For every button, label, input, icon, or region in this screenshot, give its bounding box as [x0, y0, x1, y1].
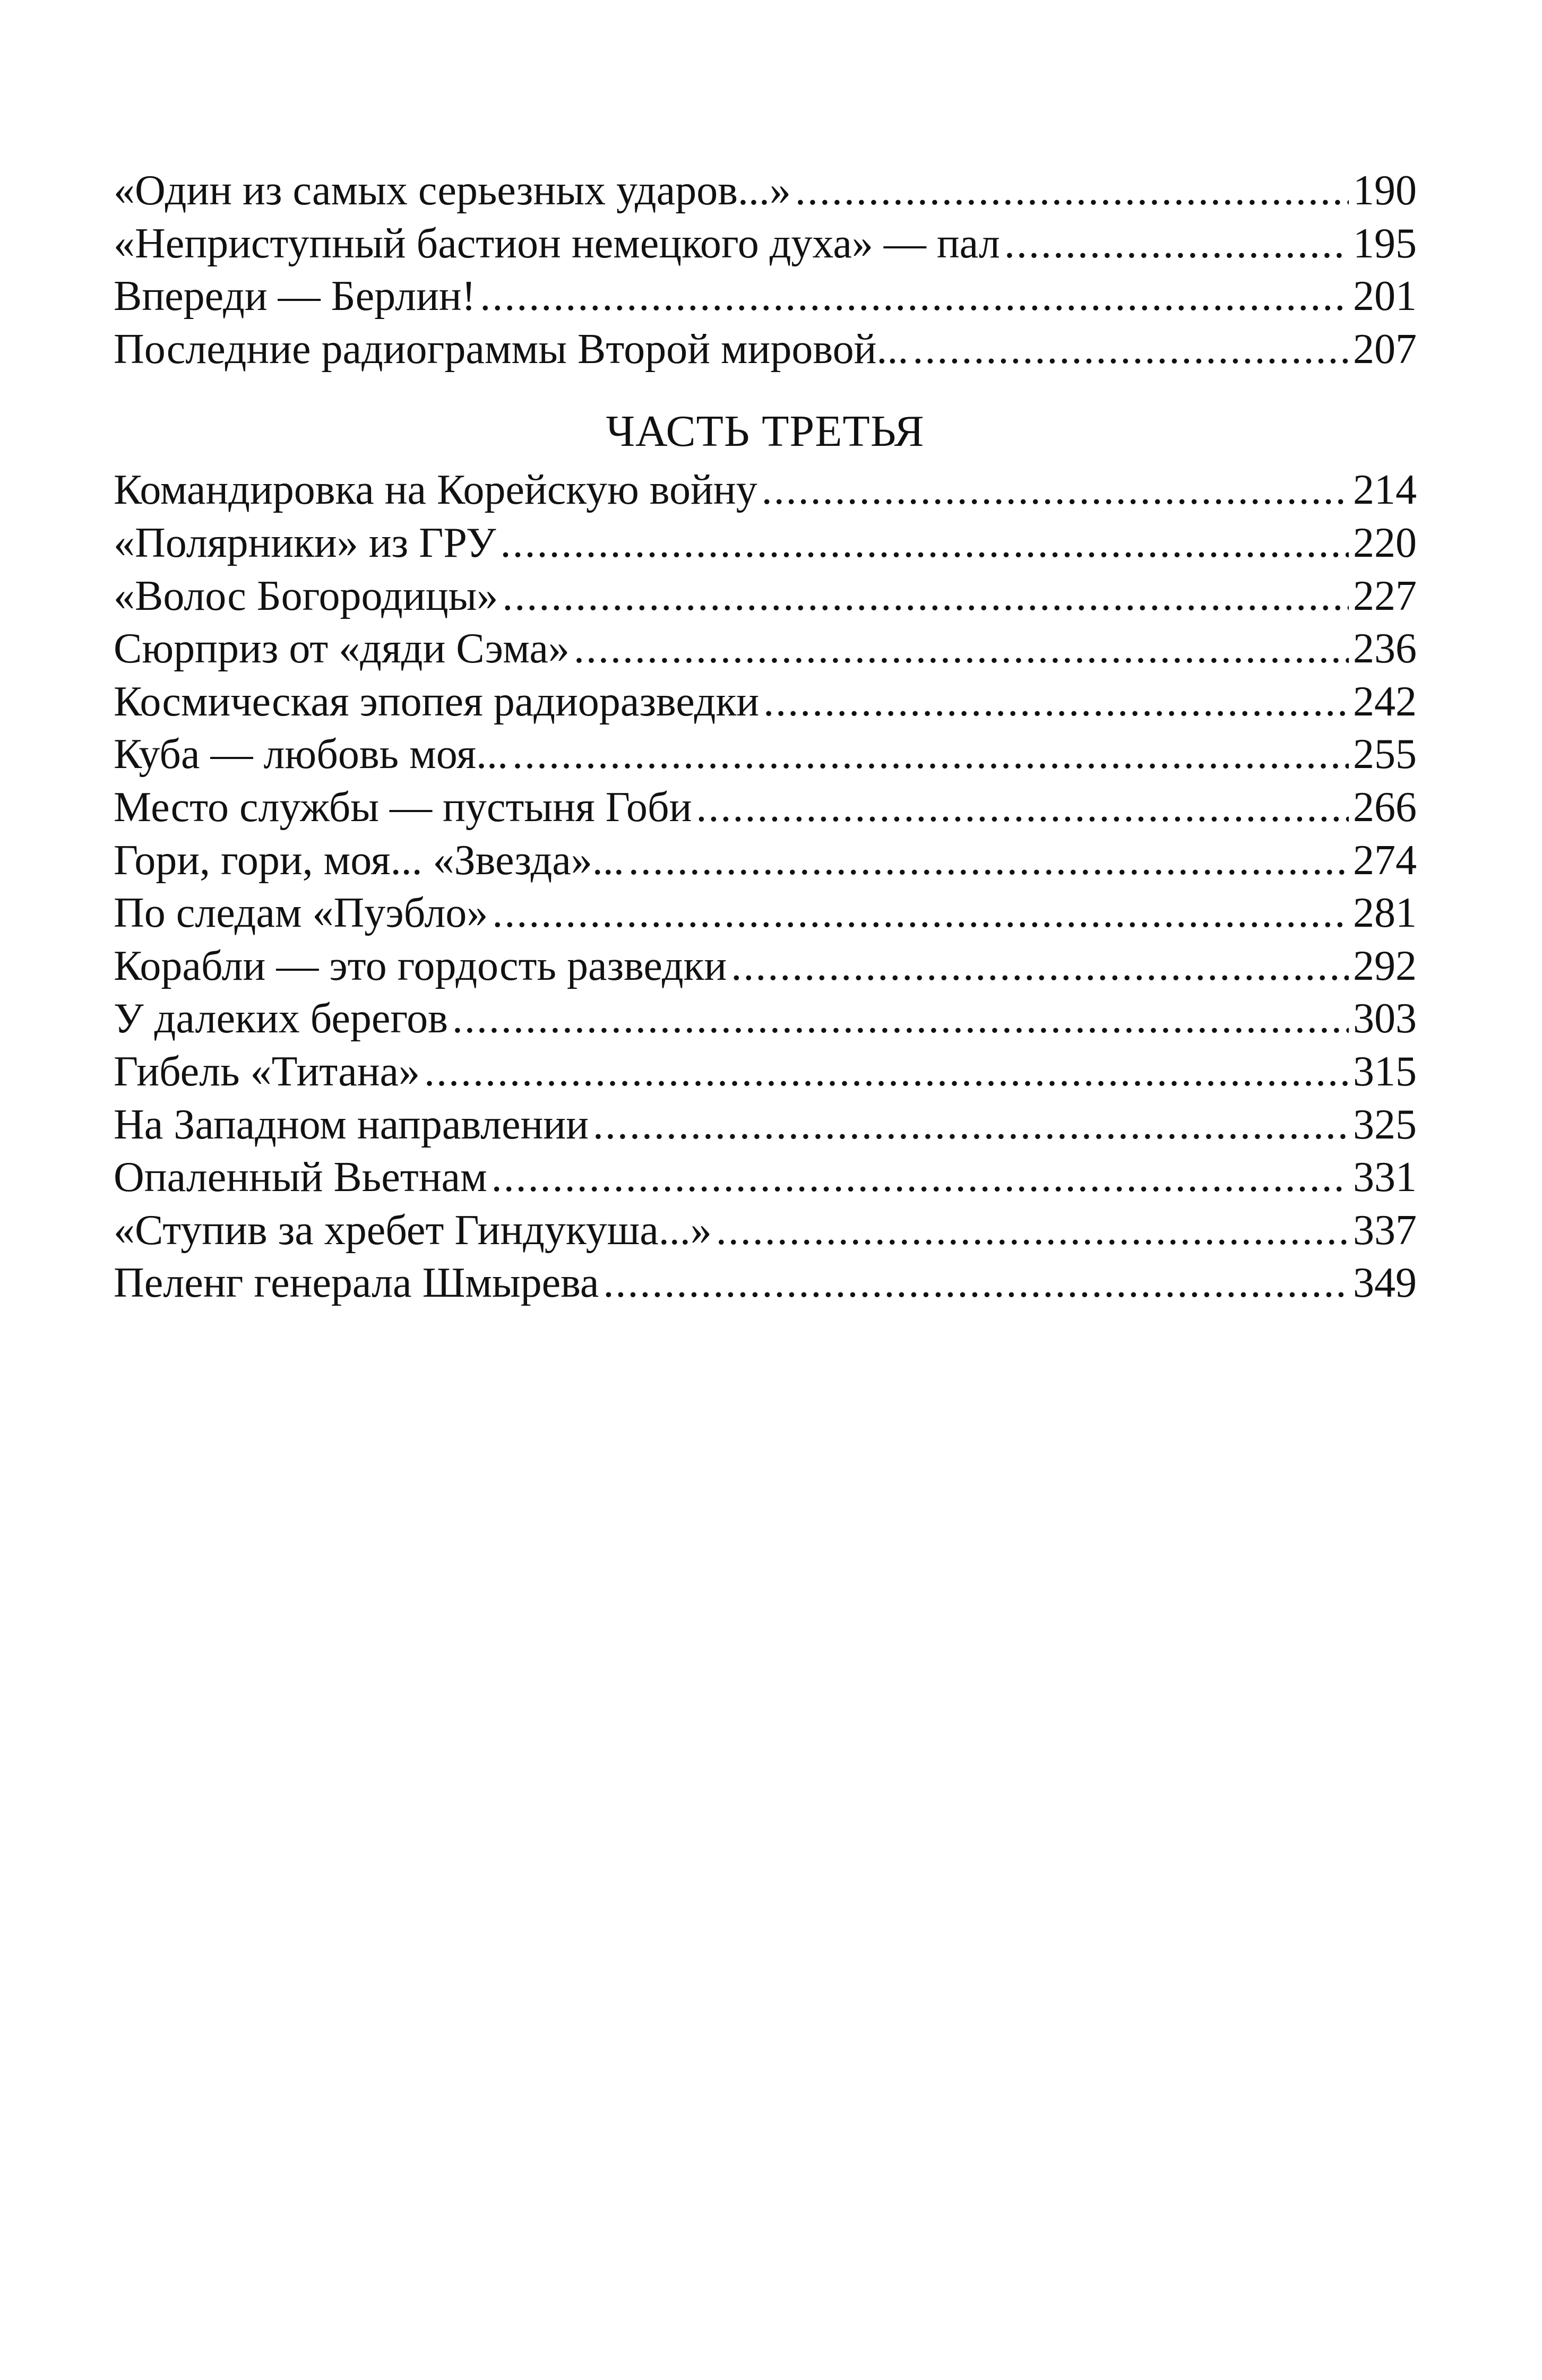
toc-entry-title: На Западном направлении	[114, 1101, 589, 1148]
toc-entry	[114, 1151, 1417, 1204]
dot-leader	[512, 728, 1349, 781]
toc-entry	[114, 464, 1417, 517]
toc-entry	[114, 323, 1417, 376]
toc-entry	[114, 940, 1417, 993]
toc-entry-page: 190	[1353, 167, 1417, 214]
toc-entry	[114, 623, 1417, 676]
toc-entry	[114, 570, 1417, 623]
toc-entry-title: Последние радиограммы Второй мировой...	[114, 325, 909, 373]
dot-leader	[593, 1099, 1349, 1152]
toc-entry-title: Гори, гори, моя... «Звезда»...	[114, 837, 624, 884]
toc-entry	[114, 1099, 1417, 1152]
dot-leader	[762, 464, 1349, 517]
toc-entry	[114, 676, 1417, 729]
toc-entry	[114, 1257, 1417, 1310]
toc-entry	[114, 218, 1417, 271]
toc-entry-title: Космическая эпопея радиоразведки	[114, 678, 760, 725]
toc-entry	[114, 517, 1417, 570]
table-of-contents	[114, 165, 1417, 1310]
dot-leader	[603, 1257, 1349, 1310]
toc-entry-title: Командировка на Корейскую войну	[114, 467, 757, 514]
toc-entry-page: 274	[1353, 837, 1417, 884]
dot-leader	[501, 517, 1349, 570]
dot-leader	[763, 676, 1349, 729]
toc-entry-page: 214	[1353, 467, 1417, 514]
toc-entry-page: 195	[1353, 220, 1417, 267]
dot-leader	[696, 781, 1349, 834]
part-heading: ЧАСТЬ ТРЕТЬЯ	[606, 407, 925, 456]
toc-entry-title: По следам «Пуэбло»	[114, 890, 488, 937]
dot-leader	[492, 887, 1349, 940]
dot-leader	[1004, 218, 1349, 271]
toc-entry-page: 220	[1353, 519, 1417, 566]
toc-entry-title: Опаленный Вьетнам	[114, 1154, 487, 1201]
toc-entry-page: 281	[1353, 890, 1417, 937]
dot-leader	[795, 165, 1349, 218]
toc-entry	[114, 1204, 1417, 1257]
dot-leader	[716, 1204, 1349, 1257]
dot-leader	[574, 623, 1349, 676]
toc-entry-page: 201	[1353, 273, 1417, 320]
toc-entry-title: «Ступив за хребет Гиндукуша...»	[114, 1206, 712, 1254]
dot-leader	[912, 323, 1349, 376]
toc-entry-title: Куба — любовь моя...	[114, 731, 509, 778]
dot-leader	[492, 1151, 1349, 1204]
toc-entry	[114, 834, 1417, 887]
toc-entry-page: 242	[1353, 678, 1417, 725]
toc-entry-page: 303	[1353, 995, 1417, 1042]
toc-entry-page: 292	[1353, 942, 1417, 989]
toc-entry-page: 207	[1353, 325, 1417, 373]
toc-entry	[114, 887, 1417, 940]
toc-entry-page: 337	[1353, 1206, 1417, 1254]
toc-entry-page: 236	[1353, 625, 1417, 672]
toc-entry-title: «Один из самых серьезных ударов...»	[114, 167, 791, 214]
toc-entry	[114, 1046, 1417, 1099]
dot-leader	[424, 1046, 1349, 1099]
toc-entry	[114, 728, 1417, 781]
dot-leader	[480, 270, 1349, 323]
toc-entry	[114, 270, 1417, 323]
toc-entry-page: 255	[1353, 731, 1417, 778]
toc-entry-title: Впереди — Берлин!	[114, 273, 476, 320]
dot-leader	[452, 993, 1349, 1046]
toc-entry	[114, 993, 1417, 1046]
toc-entry-title: Сюрприз от «дяди Сэма»	[114, 625, 570, 672]
toc-entry	[114, 165, 1417, 218]
toc-entry-page: 331	[1353, 1154, 1417, 1201]
toc-entry-page: 325	[1353, 1101, 1417, 1148]
toc-entry-title: Гибель «Титана»	[114, 1048, 420, 1095]
toc-entry	[114, 781, 1417, 834]
toc-entry-title: У далеких берегов	[114, 995, 448, 1042]
toc-entry-title: Место службы — пустыня Гоби	[114, 783, 692, 831]
dot-leader	[628, 834, 1349, 887]
toc-entry-title: «Полярники» из ГРУ	[114, 519, 496, 566]
toc-entry-page: 227	[1353, 572, 1417, 619]
toc-entry-page: 266	[1353, 783, 1417, 831]
dot-leader	[731, 940, 1349, 993]
toc-entry-title: «Неприступный бастион немецкого духа» — пал	[114, 220, 1000, 267]
toc-entry-title: Пеленг генерала Шмырева	[114, 1260, 599, 1307]
dot-leader	[502, 570, 1349, 623]
toc-entry-page: 349	[1353, 1260, 1417, 1307]
toc-entry-page: 315	[1353, 1048, 1417, 1095]
toc-entry-title: Корабли — это гордость разведки	[114, 942, 727, 989]
toc-entry-title: «Волос Богородицы»	[114, 572, 498, 619]
